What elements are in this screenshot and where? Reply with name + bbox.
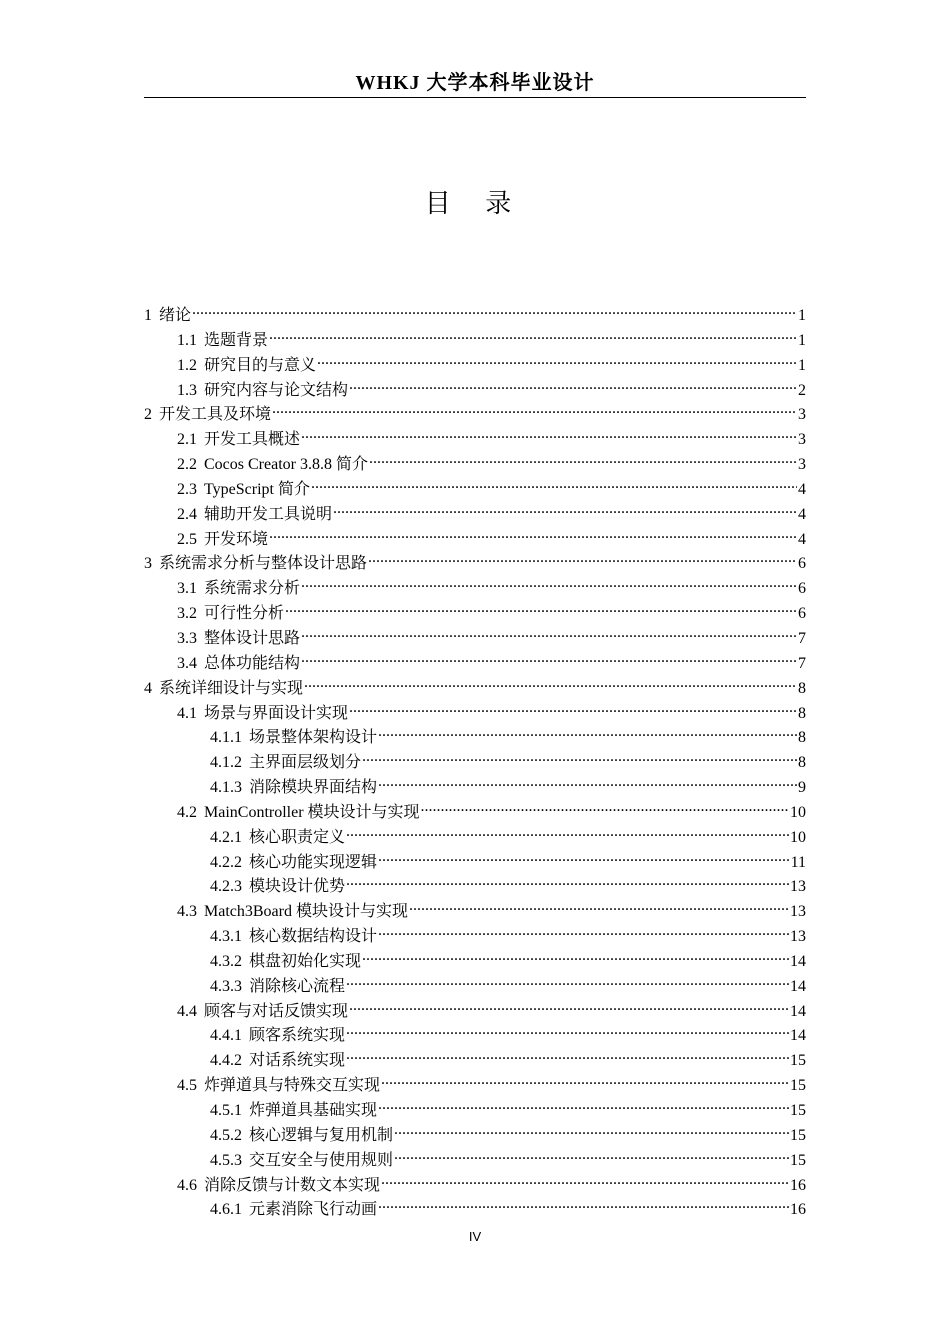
toc-entry[interactable] — [144, 942, 806, 970]
toc-leader-dots — [362, 942, 789, 966]
toc-entry-title: 开发工具及环境 — [159, 406, 272, 424]
toc-leader-dots — [368, 544, 797, 568]
toc-entry-title: 模块设计优势 — [249, 878, 346, 896]
toc-entry[interactable] — [144, 843, 806, 871]
toc-entry[interactable] — [144, 1141, 806, 1169]
toc-entry-number: 4.2.2 — [210, 853, 242, 871]
toc-entry-page: 1 — [798, 307, 806, 324]
toc-entry[interactable] — [144, 768, 806, 797]
toc-entry[interactable] — [144, 892, 806, 921]
toc-entry-page: 6 — [798, 605, 806, 623]
toc-entry-number: 4.1 — [177, 704, 197, 722]
toc-entry[interactable] — [144, 296, 806, 324]
toc-leader-dots — [272, 395, 797, 419]
toc-entry[interactable] — [144, 1166, 806, 1194]
toc-leader-dots — [362, 743, 797, 767]
toc-leader-dots — [301, 619, 797, 643]
toc-entry-page: 8 — [798, 729, 806, 747]
toc-entry-number: 1 — [144, 307, 152, 324]
toc-entry-number: 2.5 — [177, 530, 197, 548]
toc-leader-dots — [378, 917, 789, 941]
toc-leader-dots — [394, 1141, 789, 1165]
toc-leader-dots — [349, 992, 789, 1016]
toc-leader-dots — [269, 321, 797, 345]
toc-entry-page: 13 — [790, 928, 806, 946]
toc-entry-title: 核心职责定义 — [249, 828, 346, 846]
toc-leader-dots — [381, 1066, 789, 1090]
toc-leader-dots — [346, 1041, 789, 1065]
toc-entry-number: 4.5.2 — [210, 1126, 242, 1144]
toc-entry-number: 4.5.1 — [210, 1102, 242, 1119]
toc-leader-dots — [369, 445, 797, 469]
toc-entry-title: 核心逻辑与复用机制 — [249, 1126, 394, 1144]
toc-entry[interactable] — [144, 321, 806, 349]
toc-leader-dots — [346, 1016, 789, 1040]
toc-leader-dots — [301, 420, 797, 444]
toc-entry-page: 13 — [790, 878, 806, 896]
toc-leader-dots — [304, 669, 797, 693]
toc-entry-number: 3.2 — [177, 605, 197, 623]
toc-entry-page: 2 — [798, 381, 806, 399]
table-of-contents — [144, 296, 806, 1219]
toc-entry-page: 14 — [790, 977, 806, 995]
toc-entry-number: 4 — [144, 679, 152, 697]
toc-leader-dots — [378, 1091, 789, 1115]
toc-leader-dots — [381, 1166, 789, 1190]
toc-entry-title: 元素消除飞行动画 — [249, 1201, 378, 1219]
toc-leader-dots — [311, 470, 797, 494]
toc-entry-page: 15 — [790, 1102, 806, 1119]
toc-leader-dots — [378, 718, 797, 742]
toc-entry-page: 14 — [790, 1027, 806, 1045]
toc-entry-number: 3 — [144, 555, 152, 573]
toc-entry-number: 4.2.1 — [210, 828, 242, 846]
toc-entry-number: 4.1.1 — [210, 729, 242, 747]
toc-entry[interactable] — [144, 793, 806, 821]
toc-entry[interactable] — [144, 1041, 806, 1070]
toc-entry-page: 11 — [790, 853, 806, 871]
toc-entry-number: 1.2 — [177, 356, 197, 374]
toc-entry-page: 8 — [798, 704, 806, 722]
toc-entry-title: 炸弹道具基础实现 — [249, 1102, 378, 1119]
toc-entry-page: 6 — [798, 580, 806, 598]
toc-leader-dots — [394, 1116, 789, 1140]
toc-leader-dots — [333, 495, 797, 519]
toc-entry-title: 开发环境 — [204, 530, 269, 548]
toc-entry-number: 1.1 — [177, 331, 197, 349]
toc-entry-number: 2.1 — [177, 431, 197, 449]
toc-entry-page: 15 — [790, 1151, 806, 1169]
toc-entry-page: 4 — [798, 480, 806, 498]
toc-entry-number: 4.4 — [177, 1002, 197, 1020]
toc-entry-page: 1 — [798, 356, 806, 374]
toc-entry-number: 4.3 — [177, 903, 197, 921]
toc-entry-page: 8 — [798, 754, 806, 772]
toc-entry-page: 7 — [798, 629, 806, 647]
toc-leader-dots — [317, 346, 797, 370]
toc-entry-title: 消除反馈与计数文本实现 — [204, 1176, 381, 1194]
toc-entry-title: 系统需求分析 — [204, 580, 301, 598]
toc-entry-title: 场景与界面设计实现 — [204, 704, 349, 722]
toc-entry-title: 棋盘初始化实现 — [249, 952, 362, 970]
toc-entry-title: 可行性分析 — [204, 605, 285, 623]
toc-entry-number: 4.3.3 — [210, 977, 242, 995]
toc-entry-page: 16 — [790, 1176, 806, 1194]
toc-entry-title: 整体设计思路 — [204, 629, 301, 647]
toc-entry-number: 2.4 — [177, 505, 197, 523]
toc-entry-page: 14 — [790, 1002, 806, 1020]
toc-entry-title: 核心数据结构设计 — [249, 928, 378, 946]
toc-entry-number: 2 — [144, 406, 152, 424]
toc-entry-title: 开发工具概述 — [204, 431, 301, 449]
toc-entry-page: 3 — [798, 406, 806, 424]
toc-leader-dots — [378, 843, 790, 867]
toc-entry-number: 1.3 — [177, 381, 197, 399]
toc-entry-title: 选题背景 — [204, 331, 269, 349]
toc-entry-number: 4.2 — [177, 803, 197, 821]
toc-entry-title: 系统需求分析与整体设计思路 — [159, 555, 368, 573]
toc-entry-number: 4.3.2 — [210, 952, 242, 970]
toc-entry-title: Match3Board 模块设计与实现 — [204, 903, 408, 921]
toc-entry-page: 7 — [798, 654, 806, 672]
toc-entry-title: 对话系统实现 — [249, 1052, 346, 1070]
toc-heading: 目 录 — [424, 189, 526, 218]
toc-entry-title: 主界面层级划分 — [249, 754, 362, 772]
page-header — [144, 68, 806, 98]
toc-entry-title: 核心功能实现逻辑 — [249, 853, 378, 871]
toc-entry-title: 消除核心流程 — [249, 977, 346, 995]
toc-entry-title: 交互安全与使用规则 — [249, 1151, 394, 1169]
page-number: IV — [468, 1229, 482, 1244]
toc-entry-number: 4.6.1 — [210, 1201, 242, 1219]
toc-entry-title: 顾客与对话反馈实现 — [204, 1002, 349, 1020]
toc-leader-dots — [192, 296, 797, 320]
toc-leader-dots — [285, 594, 797, 618]
toc-entry-number: 4.6 — [177, 1176, 197, 1194]
toc-entry-page: 10 — [790, 828, 806, 846]
toc-entry-title: 总体功能结构 — [204, 654, 301, 672]
toc-entry-title: 辅助开发工具说明 — [204, 505, 333, 523]
toc-entry[interactable] — [144, 743, 806, 772]
toc-entry-number: 3.3 — [177, 629, 197, 647]
toc-entry-number: 3.1 — [177, 580, 197, 598]
toc-entry-page: 15 — [790, 1052, 806, 1070]
toc-entry-number: 4.2.3 — [210, 878, 242, 896]
toc-leader-dots — [409, 892, 789, 916]
toc-leader-dots — [421, 793, 789, 817]
toc-leader-dots — [378, 768, 797, 792]
toc-entry-number: 2.2 — [177, 456, 197, 474]
toc-entry-page: 3 — [798, 431, 806, 449]
toc-leader-dots — [346, 967, 789, 991]
toc-entry[interactable] — [144, 967, 806, 995]
toc-leader-dots — [346, 867, 789, 891]
toc-entry-page: 10 — [790, 803, 806, 821]
toc-entry-title: TypeScript 简介 — [204, 480, 310, 498]
toc-entry-number: 4.3.1 — [210, 928, 242, 946]
toc-entry-number: 3.4 — [177, 654, 197, 672]
toc-leader-dots — [349, 694, 797, 718]
toc-entry-title: 研究内容与论文结构 — [204, 381, 349, 399]
toc-entry[interactable] — [144, 867, 806, 896]
toc-entry-title: 顾客系统实现 — [249, 1027, 346, 1045]
toc-leader-dots — [301, 569, 797, 593]
toc-entry-number: 4.5 — [177, 1077, 197, 1095]
toc-entry[interactable] — [144, 992, 806, 1020]
toc-entry-title: 研究目的与意义 — [204, 356, 317, 374]
toc-entry-page: 6 — [798, 555, 806, 573]
toc-entry-title: 场景整体架构设计 — [249, 729, 378, 747]
toc-leader-dots — [301, 644, 797, 668]
toc-entry-number: 4.4.1 — [210, 1027, 242, 1045]
toc-entry-page: 13 — [790, 903, 806, 921]
toc-entry-page: 16 — [790, 1201, 806, 1219]
toc-entry-number: 4.1.3 — [210, 779, 242, 797]
toc-entry-page: 15 — [790, 1077, 806, 1095]
toc-entry-number: 4.5.3 — [210, 1151, 242, 1169]
toc-entry-number: 4.4.2 — [210, 1052, 242, 1070]
toc-entry-page: 9 — [798, 779, 806, 797]
toc-entry-page: 1 — [798, 331, 806, 349]
toc-leader-dots — [269, 520, 797, 544]
toc-entry-page: 8 — [798, 679, 806, 697]
toc-entry-page: 4 — [798, 530, 806, 548]
toc-entry-page: 3 — [798, 456, 806, 474]
toc-leader-dots — [346, 818, 789, 842]
toc-entry-title: 消除模块界面结构 — [249, 779, 378, 797]
toc-leader-dots — [378, 1190, 789, 1214]
toc-entry-title: 绪论 — [159, 307, 192, 324]
header-title: WHKJ 大学本科毕业设计 — [355, 72, 595, 94]
toc-entry[interactable] — [144, 1066, 806, 1095]
toc-entry-title: 炸弹道具与特殊交互实现 — [204, 1077, 381, 1095]
toc-entry-title: MainController 模块设计与实现 — [204, 803, 420, 821]
toc-entry-title: 系统详细设计与实现 — [159, 679, 304, 697]
toc-entry-page: 15 — [790, 1126, 806, 1144]
toc-entry-number: 2.3 — [177, 480, 197, 498]
toc-entry-page: 14 — [790, 952, 806, 970]
toc-entry-page: 4 — [798, 505, 806, 523]
toc-entry-number: 4.1.2 — [210, 754, 242, 772]
toc-entry[interactable] — [144, 1116, 806, 1144]
toc-leader-dots — [349, 371, 797, 395]
toc-entry-title: Cocos Creator 3.8.8 简介 — [204, 456, 368, 474]
